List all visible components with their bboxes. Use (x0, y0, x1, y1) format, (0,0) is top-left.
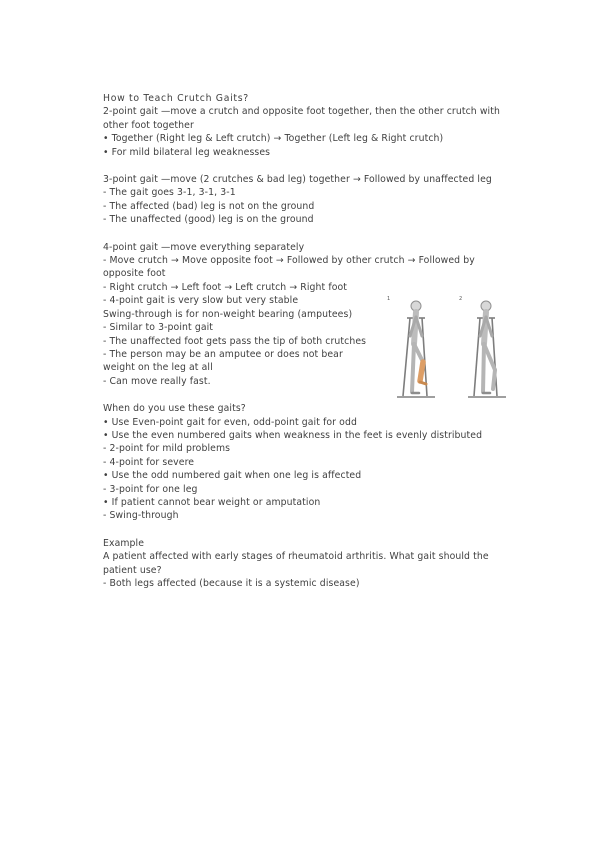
doc-line: 4-point gait —move everything separately (103, 241, 305, 253)
doc-line: - Can move really fast. (103, 375, 211, 387)
crutch-figure-2 (459, 296, 506, 397)
doc-line: - 4-point for severe (103, 456, 195, 468)
doc-line: - Both legs affected (because it is a systemic disease) (103, 578, 360, 589)
doc-title: How to Teach Crutch Gaits? (103, 93, 249, 104)
doc-line: - The unaffected foot gets pass the tip of both crutches (103, 335, 367, 347)
doc-line: Swing-through is for non-weight bearing (amputees) (103, 308, 353, 320)
figure-1-label: 1 (387, 296, 391, 303)
doc-line: - 3-point for one leg (103, 483, 198, 495)
doc-heading: Example (103, 537, 145, 549)
leg-cast (420, 362, 423, 381)
gait-illustration (383, 290, 525, 408)
crutch-figures-image (383, 290, 525, 408)
doc-heading: When do you use these gaits? (103, 403, 246, 415)
doc-line: • For mild bilateral leg weaknesses (103, 146, 271, 158)
doc-line: • If patient cannot bear weight or amputation (103, 496, 321, 508)
paragraph-gap (103, 523, 513, 537)
doc-line: - The gait goes 3-1, 3-1, 3-1 (103, 187, 236, 199)
doc-line: - Right crutch → Left foot → Left crutch → Right foot (103, 281, 348, 293)
doc-line: - Move crutch → Move opposite foot → Followed by other crutch → Followed by opposite foot (103, 255, 475, 280)
doc-line: • Use Even-point gait for even, odd-point gait for odd (103, 416, 357, 428)
doc-line: • Together (Right leg & Left crutch) → Together (Left leg & Right crutch) (103, 133, 444, 145)
doc-line: - The person may be an amputee or does not bear weight on the leg at all (103, 348, 343, 374)
crutch-figure-1 (387, 296, 435, 397)
doc-line: - The affected (bad) leg is not on the ground (103, 200, 315, 212)
doc-line: - The unaffected (good) leg is on the ground (103, 214, 314, 226)
doc-line: • Use the even numbered gaits when weakness in the feet is evenly distributed (103, 429, 483, 441)
doc-line: 2-point gait —move a crutch and opposite foot together, then the other crutch with other foot together (103, 106, 500, 131)
paragraph-gap (103, 159, 513, 173)
doc-line: - 2-point for mild problems (103, 443, 231, 455)
doc-line: A patient affected with early stages of rheumatoid arthritis. What gait should the patient use? (103, 551, 489, 576)
figure-2-label: 2 (459, 296, 463, 303)
document-body (103, 92, 513, 590)
doc-line: 3-point gait —move (2 crutches & bad leg) together → Followed by unaffected leg (103, 174, 492, 186)
doc-line: - 4-point gait is very slow but very stable (103, 295, 299, 307)
doc-line: - Similar to 3-point gait (103, 322, 214, 334)
doc-line: - Swing-through (103, 510, 179, 522)
doc-line: • Use the odd numbered gait when one leg is affected (103, 470, 362, 482)
paragraph-gap (103, 227, 513, 241)
